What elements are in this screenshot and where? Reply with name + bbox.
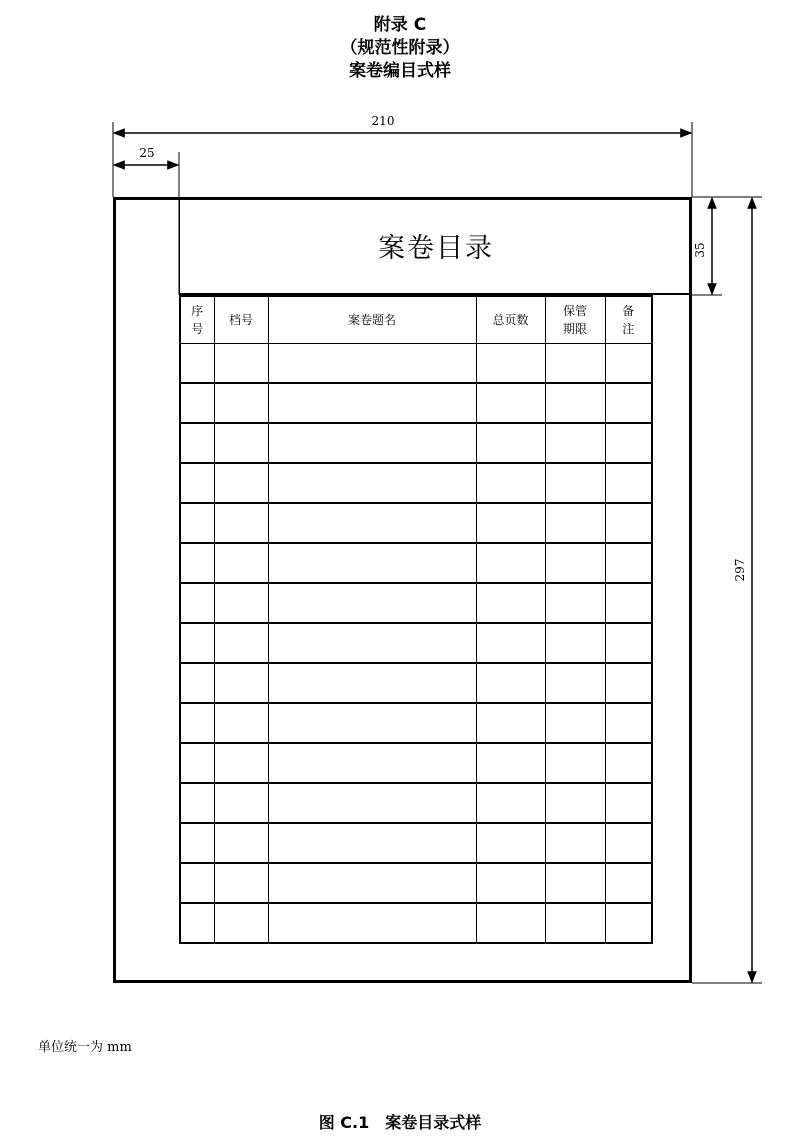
table-cell bbox=[545, 344, 605, 384]
table-cell bbox=[268, 583, 476, 623]
table-cell bbox=[268, 663, 476, 703]
table-cell bbox=[605, 463, 652, 503]
table-row bbox=[180, 383, 652, 423]
header-remarks: 备 注 bbox=[605, 296, 652, 344]
table-cell bbox=[268, 863, 476, 903]
table-cell bbox=[545, 503, 605, 543]
table-cell bbox=[605, 423, 652, 463]
table-row bbox=[180, 783, 652, 823]
table-cell bbox=[605, 783, 652, 823]
header-file-number: 档号 bbox=[214, 296, 268, 344]
table-cell bbox=[476, 823, 545, 863]
table-cell bbox=[214, 783, 268, 823]
table-cell bbox=[476, 743, 545, 783]
table-cell bbox=[214, 344, 268, 384]
table-row bbox=[180, 344, 652, 384]
table-cell bbox=[476, 663, 545, 703]
table-row bbox=[180, 463, 652, 503]
table-cell bbox=[545, 743, 605, 783]
table-cell bbox=[476, 863, 545, 903]
table-cell bbox=[545, 663, 605, 703]
table-cell bbox=[180, 583, 214, 623]
table-cell bbox=[545, 543, 605, 583]
table-cell bbox=[605, 503, 652, 543]
table-cell bbox=[268, 623, 476, 663]
table-cell bbox=[545, 583, 605, 623]
table-cell bbox=[476, 344, 545, 384]
table-cell bbox=[180, 663, 214, 703]
table-row bbox=[180, 703, 652, 743]
appendix-label: 附录 C bbox=[373, 15, 427, 35]
table-cell bbox=[545, 903, 605, 943]
table-cell bbox=[180, 463, 214, 503]
table-cell bbox=[545, 423, 605, 463]
table-cell bbox=[476, 583, 545, 623]
table-cell bbox=[214, 823, 268, 863]
table-cell bbox=[545, 823, 605, 863]
table-cell bbox=[605, 623, 652, 663]
table-cell bbox=[605, 663, 652, 703]
table-cell bbox=[545, 623, 605, 663]
table-cell bbox=[268, 344, 476, 384]
table-cell bbox=[180, 903, 214, 943]
table-cell bbox=[180, 743, 214, 783]
table-row bbox=[180, 503, 652, 543]
header-total-pages: 总页数 bbox=[476, 296, 545, 344]
table-cell bbox=[268, 503, 476, 543]
table-cell bbox=[214, 543, 268, 583]
table-cell bbox=[214, 423, 268, 463]
header-serial-number: 序 号 bbox=[180, 296, 214, 344]
table-cell bbox=[180, 344, 214, 384]
table-cell bbox=[545, 703, 605, 743]
left-margin-label: 25 bbox=[139, 146, 155, 160]
table-cell bbox=[476, 503, 545, 543]
table-cell bbox=[214, 703, 268, 743]
table-row bbox=[180, 423, 652, 463]
table-cell bbox=[180, 623, 214, 663]
table-cell bbox=[476, 543, 545, 583]
table-cell bbox=[605, 823, 652, 863]
table-cell bbox=[214, 663, 268, 703]
table-row bbox=[180, 863, 652, 903]
table-cell bbox=[268, 423, 476, 463]
table-cell bbox=[605, 383, 652, 423]
table-cell bbox=[605, 583, 652, 623]
table-cell bbox=[180, 823, 214, 863]
table-cell bbox=[268, 823, 476, 863]
table-row bbox=[180, 623, 652, 663]
appendix-type: （规范性附录） bbox=[340, 38, 460, 58]
figure-caption: 图 C.1 案卷目录式样 bbox=[318, 1113, 482, 1132]
table-cell bbox=[476, 903, 545, 943]
table-row bbox=[180, 543, 652, 583]
table-cell bbox=[214, 863, 268, 903]
table-cell bbox=[268, 543, 476, 583]
table-cell bbox=[180, 543, 214, 583]
table-cell bbox=[605, 344, 652, 384]
table-cell bbox=[476, 783, 545, 823]
table-row bbox=[180, 583, 652, 623]
table-row bbox=[180, 743, 652, 783]
header-file-title: 案卷题名 bbox=[268, 296, 476, 344]
table-cell bbox=[268, 703, 476, 743]
table-row bbox=[180, 903, 652, 943]
table-row bbox=[180, 823, 652, 863]
catalog-header-row bbox=[180, 296, 652, 344]
table-cell bbox=[214, 903, 268, 943]
table-cell bbox=[180, 703, 214, 743]
table-cell bbox=[605, 903, 652, 943]
page-width-label: 210 bbox=[371, 114, 395, 128]
table-cell bbox=[214, 583, 268, 623]
appendix-title: 案卷编目式样 bbox=[349, 61, 451, 81]
table-cell bbox=[476, 623, 545, 663]
table-cell bbox=[268, 743, 476, 783]
table-cell bbox=[214, 743, 268, 783]
header-height-dimension bbox=[692, 197, 722, 295]
header-height-label: 35 bbox=[693, 242, 707, 258]
table-cell bbox=[180, 383, 214, 423]
table-cell bbox=[476, 703, 545, 743]
table-cell bbox=[180, 423, 214, 463]
table-cell bbox=[180, 783, 214, 823]
table-cell bbox=[214, 503, 268, 543]
table-cell bbox=[605, 543, 652, 583]
table-cell bbox=[545, 863, 605, 903]
catalog-table bbox=[179, 295, 653, 944]
page-width-dimension bbox=[113, 114, 692, 197]
catalog-title: 案卷目录 bbox=[378, 232, 494, 264]
table-cell bbox=[476, 423, 545, 463]
table-cell bbox=[214, 383, 268, 423]
table-cell bbox=[476, 383, 545, 423]
table-cell bbox=[605, 743, 652, 783]
page-height-label: 297 bbox=[733, 558, 747, 582]
table-cell bbox=[214, 463, 268, 503]
table-row bbox=[180, 663, 652, 703]
table-cell bbox=[268, 383, 476, 423]
page-height-dimension bbox=[692, 197, 762, 983]
table-cell bbox=[268, 463, 476, 503]
catalog-title-box bbox=[179, 197, 692, 295]
table-cell bbox=[605, 863, 652, 903]
header-retention-period: 保管 期限 bbox=[545, 296, 605, 344]
table-cell bbox=[605, 703, 652, 743]
table-cell bbox=[545, 783, 605, 823]
table-cell bbox=[545, 463, 605, 503]
table-cell bbox=[545, 383, 605, 423]
table-cell bbox=[214, 623, 268, 663]
table-cell bbox=[180, 503, 214, 543]
table-cell bbox=[180, 863, 214, 903]
table-cell bbox=[476, 463, 545, 503]
table-cell bbox=[268, 783, 476, 823]
unit-note: 单位统一为 mm bbox=[38, 1040, 132, 1055]
table-cell bbox=[268, 903, 476, 943]
